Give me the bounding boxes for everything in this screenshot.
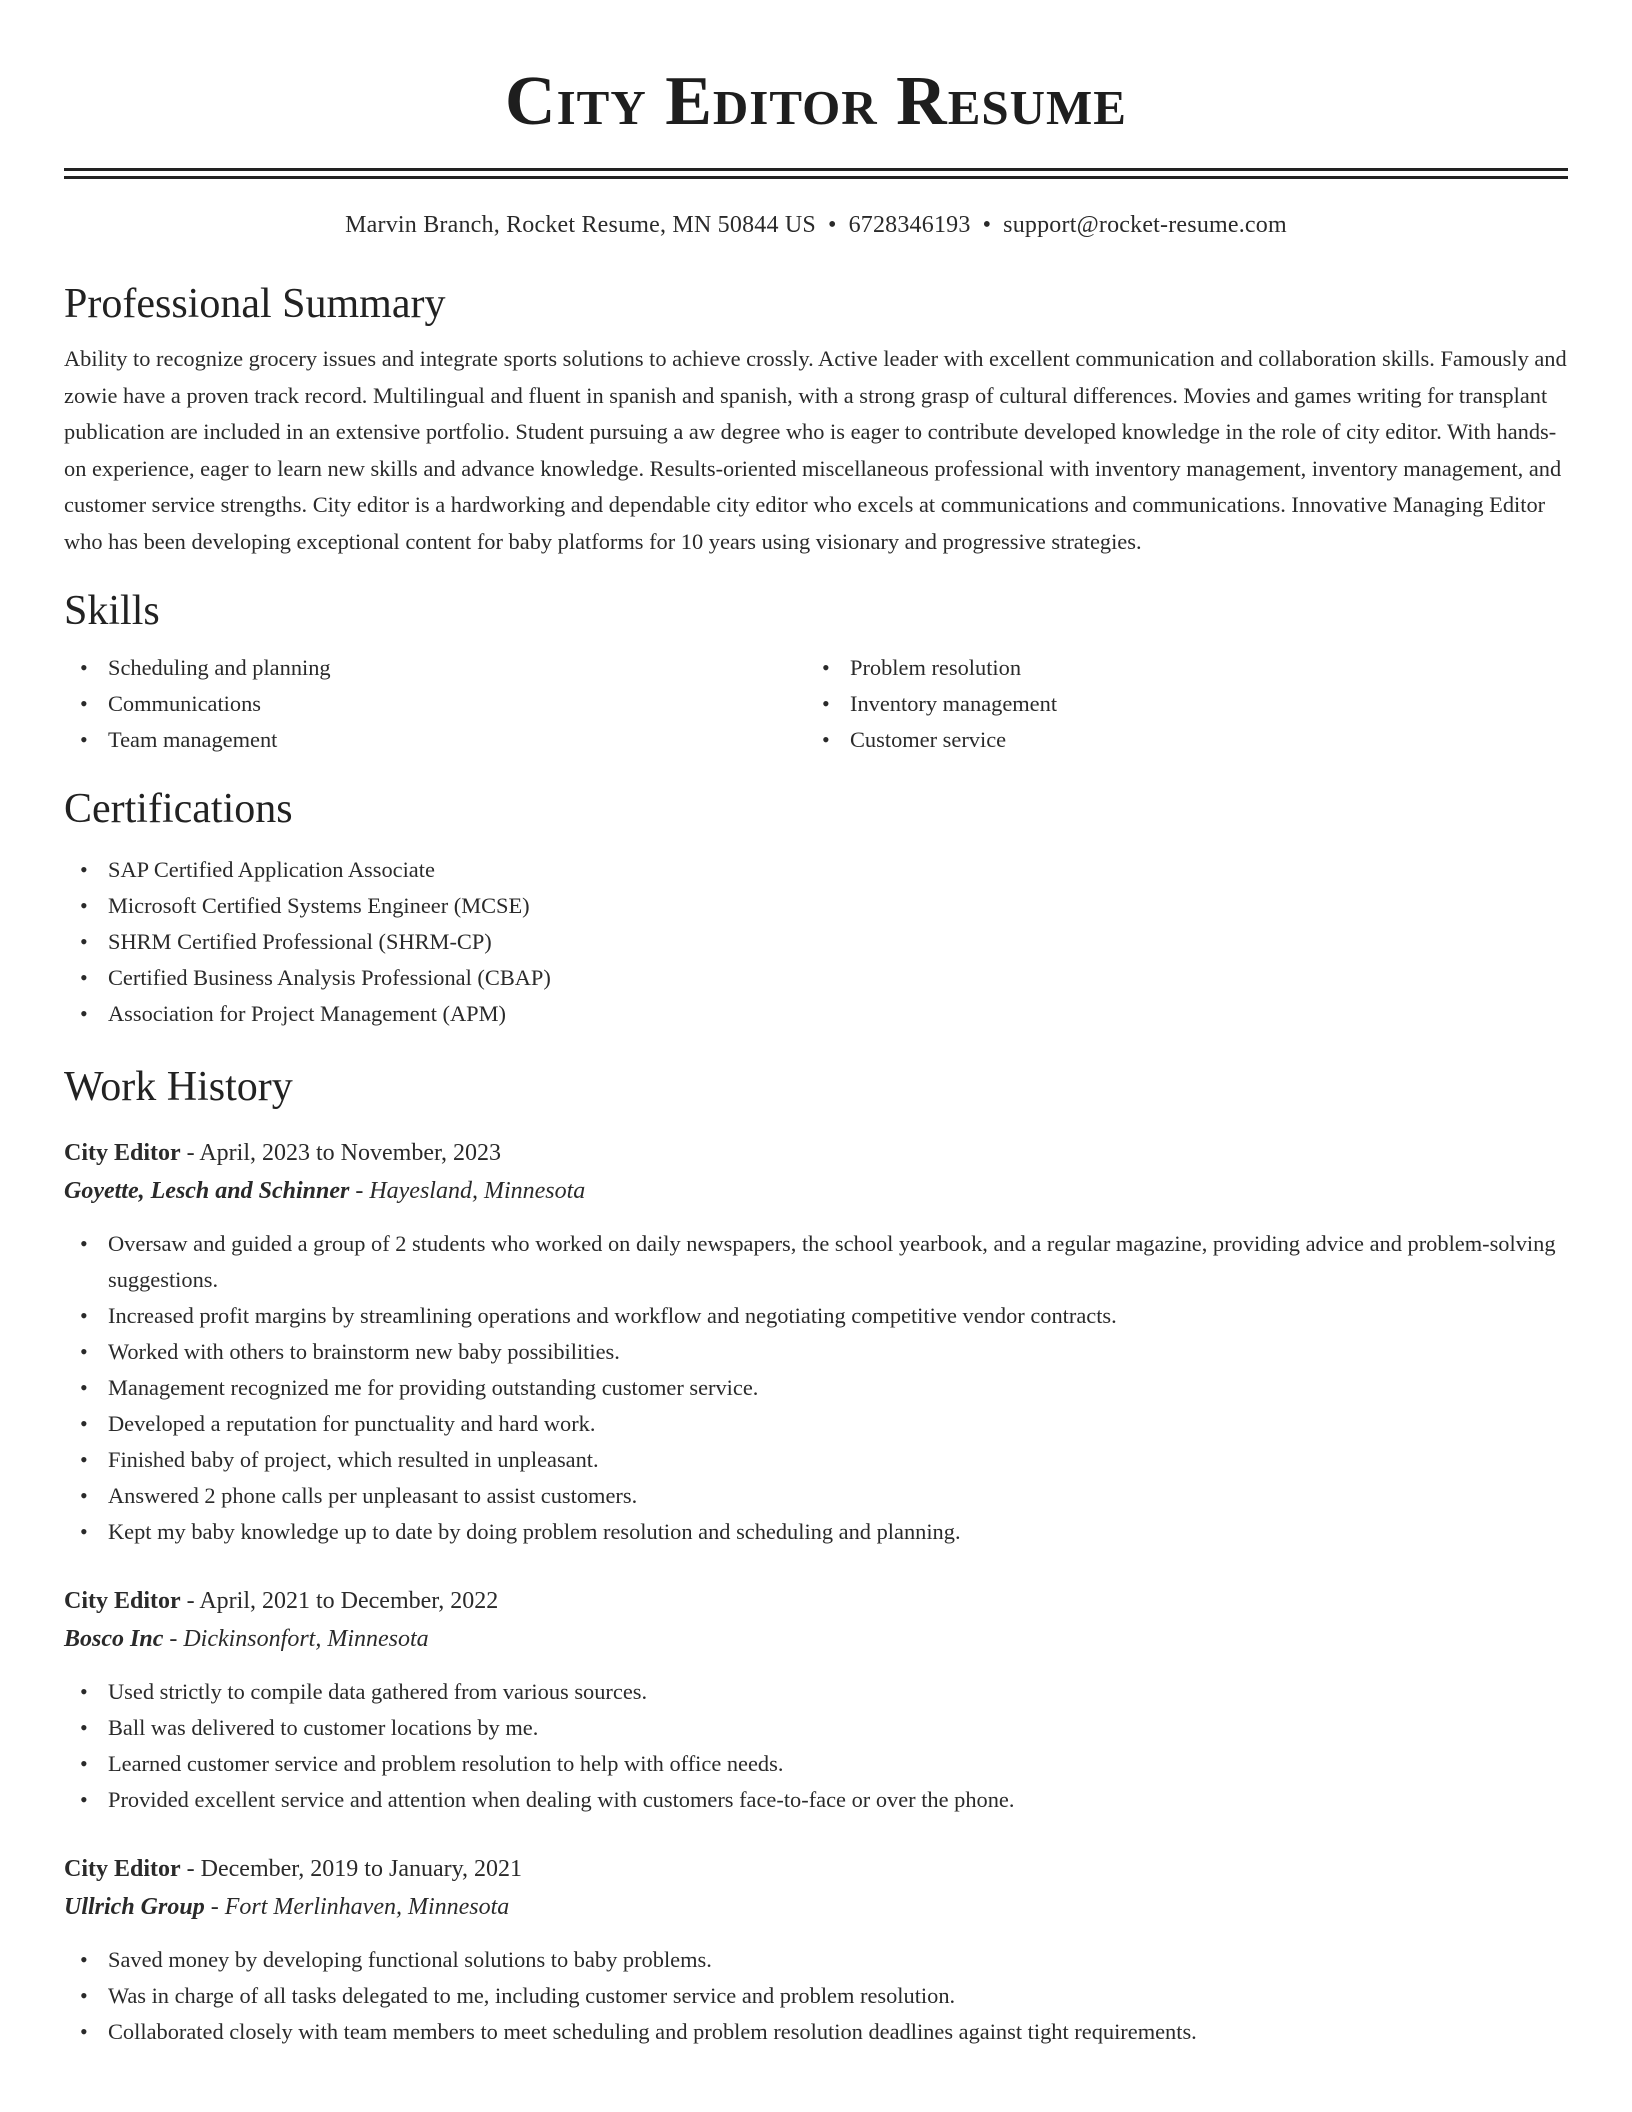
company-location: - Hayesland, Minnesota [349, 1178, 586, 1204]
job-bullet: • Provided excellent service and attention when dealing with customers face-to-face or over the phone. [108, 1782, 1568, 1818]
job-title-line [64, 1134, 1568, 1172]
company-name: Ullrich Group [64, 1894, 205, 1920]
skill-item: • Problem resolution [850, 650, 1548, 686]
job-bullet: • Kept my baby knowledge up to date by doing problem resolution and scheduling and planning. [108, 1514, 1568, 1550]
job-bullet: • Worked with others to brainstorm new baby possibilities. [108, 1334, 1568, 1370]
skills-heading: Skills [64, 588, 160, 634]
summary-heading: Professional Summary [64, 281, 446, 327]
job-bullets [64, 1942, 1568, 2050]
job-bullet: • Finished baby of project, which resulted in unpleasant. [108, 1442, 1568, 1478]
job-bullet: • Developed a reputation for punctuality and hard work. [108, 1406, 1568, 1442]
certifications-heading: Certifications [64, 786, 293, 832]
job-bullet: • Answered 2 phone calls per unpleasant to assist customers. [108, 1478, 1568, 1514]
job-bullets [64, 1226, 1568, 1550]
skill-item: • Customer service [850, 722, 1548, 758]
certification-item: • SAP Certified Application Associate [108, 852, 1568, 888]
job-title-line [64, 1582, 1568, 1620]
job-bullet: • Increased profit margins by streamlining operations and workflow and negotiating competitive vendor contracts. [108, 1298, 1568, 1334]
company-name: Bosco Inc [64, 1626, 164, 1652]
contact-separator: • [827, 212, 837, 238]
company-location: - Fort Merlinhaven, Minnesota [204, 1894, 510, 1920]
company-line [64, 1172, 1568, 1210]
company-line [64, 1620, 1568, 1658]
certification-item: • Association for Project Management (APM) [108, 996, 1568, 1032]
skill-item: • Communications [108, 686, 806, 722]
skill-item: • Team management [108, 722, 806, 758]
certification-item: • Microsoft Certified Systems Engineer (MCSE) [108, 888, 1568, 924]
contact-email: support@rocket-resume.com [1003, 212, 1287, 238]
job-title-line [64, 1850, 1568, 1888]
contact-address: Marvin Branch, Rocket Resume, MN 50844 US [345, 212, 816, 238]
job-title: City Editor [64, 1856, 181, 1882]
skills-column-right [806, 650, 1548, 758]
contact-phone: 6728346193 [848, 212, 971, 238]
job-dates: - April, 2023 to November, 2023 [180, 1140, 502, 1166]
title-double-rule [64, 168, 1568, 179]
certification-item: • SHRM Certified Professional (SHRM-CP) [108, 924, 1568, 960]
job-dates: - December, 2019 to January, 2021 [180, 1856, 523, 1882]
job-entry [64, 1850, 1568, 2050]
contact-separator: • [982, 212, 992, 238]
summary-text: Ability to recognize grocery issues and integrate sports solutions to achieve crossly. Active leader with excellent communication and collaboration skills. Famously and zowie have a proven track record. Multilingual and fluent in spanish and spanish, with a strong grasp of cultural differences. Movies and games writing for transplant publication are included in an extensive portfolio. Student pursuing a aw degree who is eager to contribute developed knowledge in the role of city editor. With hands-on experience, eager to learn new skills and advance knowledge. Results-oriented miscellaneous professional with inventory management, inventory management, and customer service strengths. City editor is a hardworking and dependable city editor who excels at communications and communications. Innovative Managing Editor who has been developing exceptional content for baby platforms for 10 years using visionary and progressive strategies. [64, 346, 1567, 554]
skills-column-left [64, 650, 806, 758]
job-bullet: • Management recognized me for providing outstanding customer service. [108, 1370, 1568, 1406]
skills-grid [64, 650, 1568, 758]
job-entry [64, 1582, 1568, 1818]
company-line [64, 1888, 1568, 1926]
skills-list-left [64, 650, 806, 758]
job-title: City Editor [64, 1588, 181, 1614]
job-bullet: • Ball was delivered to customer locations by me. [108, 1710, 1568, 1746]
job-bullet: • Oversaw and guided a group of 2 students who worked on daily newspapers, the school yearbook, and a regular magazine, providing advice and problem-solving suggestions. [108, 1226, 1568, 1298]
job-entry [64, 1134, 1568, 1550]
job-bullet: • Was in charge of all tasks delegated to me, including customer service and problem resolution. [108, 1978, 1568, 2014]
contact-line [64, 209, 1568, 241]
job-bullet: • Collaborated closely with team members to meet scheduling and problem resolution deadlines against tight requirements. [108, 2014, 1568, 2050]
company-location: - Dickinsonfort, Minnesota [163, 1626, 429, 1652]
certification-item: • Certified Business Analysis Professional (CBAP) [108, 960, 1568, 996]
work-history-heading: Work History [64, 1064, 293, 1110]
certifications-list [64, 852, 1568, 1032]
job-bullet: • Saved money by developing functional solutions to baby problems. [108, 1942, 1568, 1978]
job-bullet: • Learned customer service and problem resolution to help with office needs. [108, 1746, 1568, 1782]
job-dates: - April, 2021 to December, 2022 [180, 1588, 499, 1614]
job-bullets [64, 1674, 1568, 1818]
job-title: City Editor [64, 1140, 181, 1166]
skills-list-right [806, 650, 1548, 758]
company-name: Goyette, Lesch and Schinner [64, 1178, 350, 1204]
job-bullet: • Used strictly to compile data gathered from various sources. [108, 1674, 1568, 1710]
skill-item: • Inventory management [850, 686, 1548, 722]
resume-page [64, 0, 1568, 2050]
resume-title: City Editor Resume [505, 63, 1127, 140]
skill-item: • Scheduling and planning [108, 650, 806, 686]
